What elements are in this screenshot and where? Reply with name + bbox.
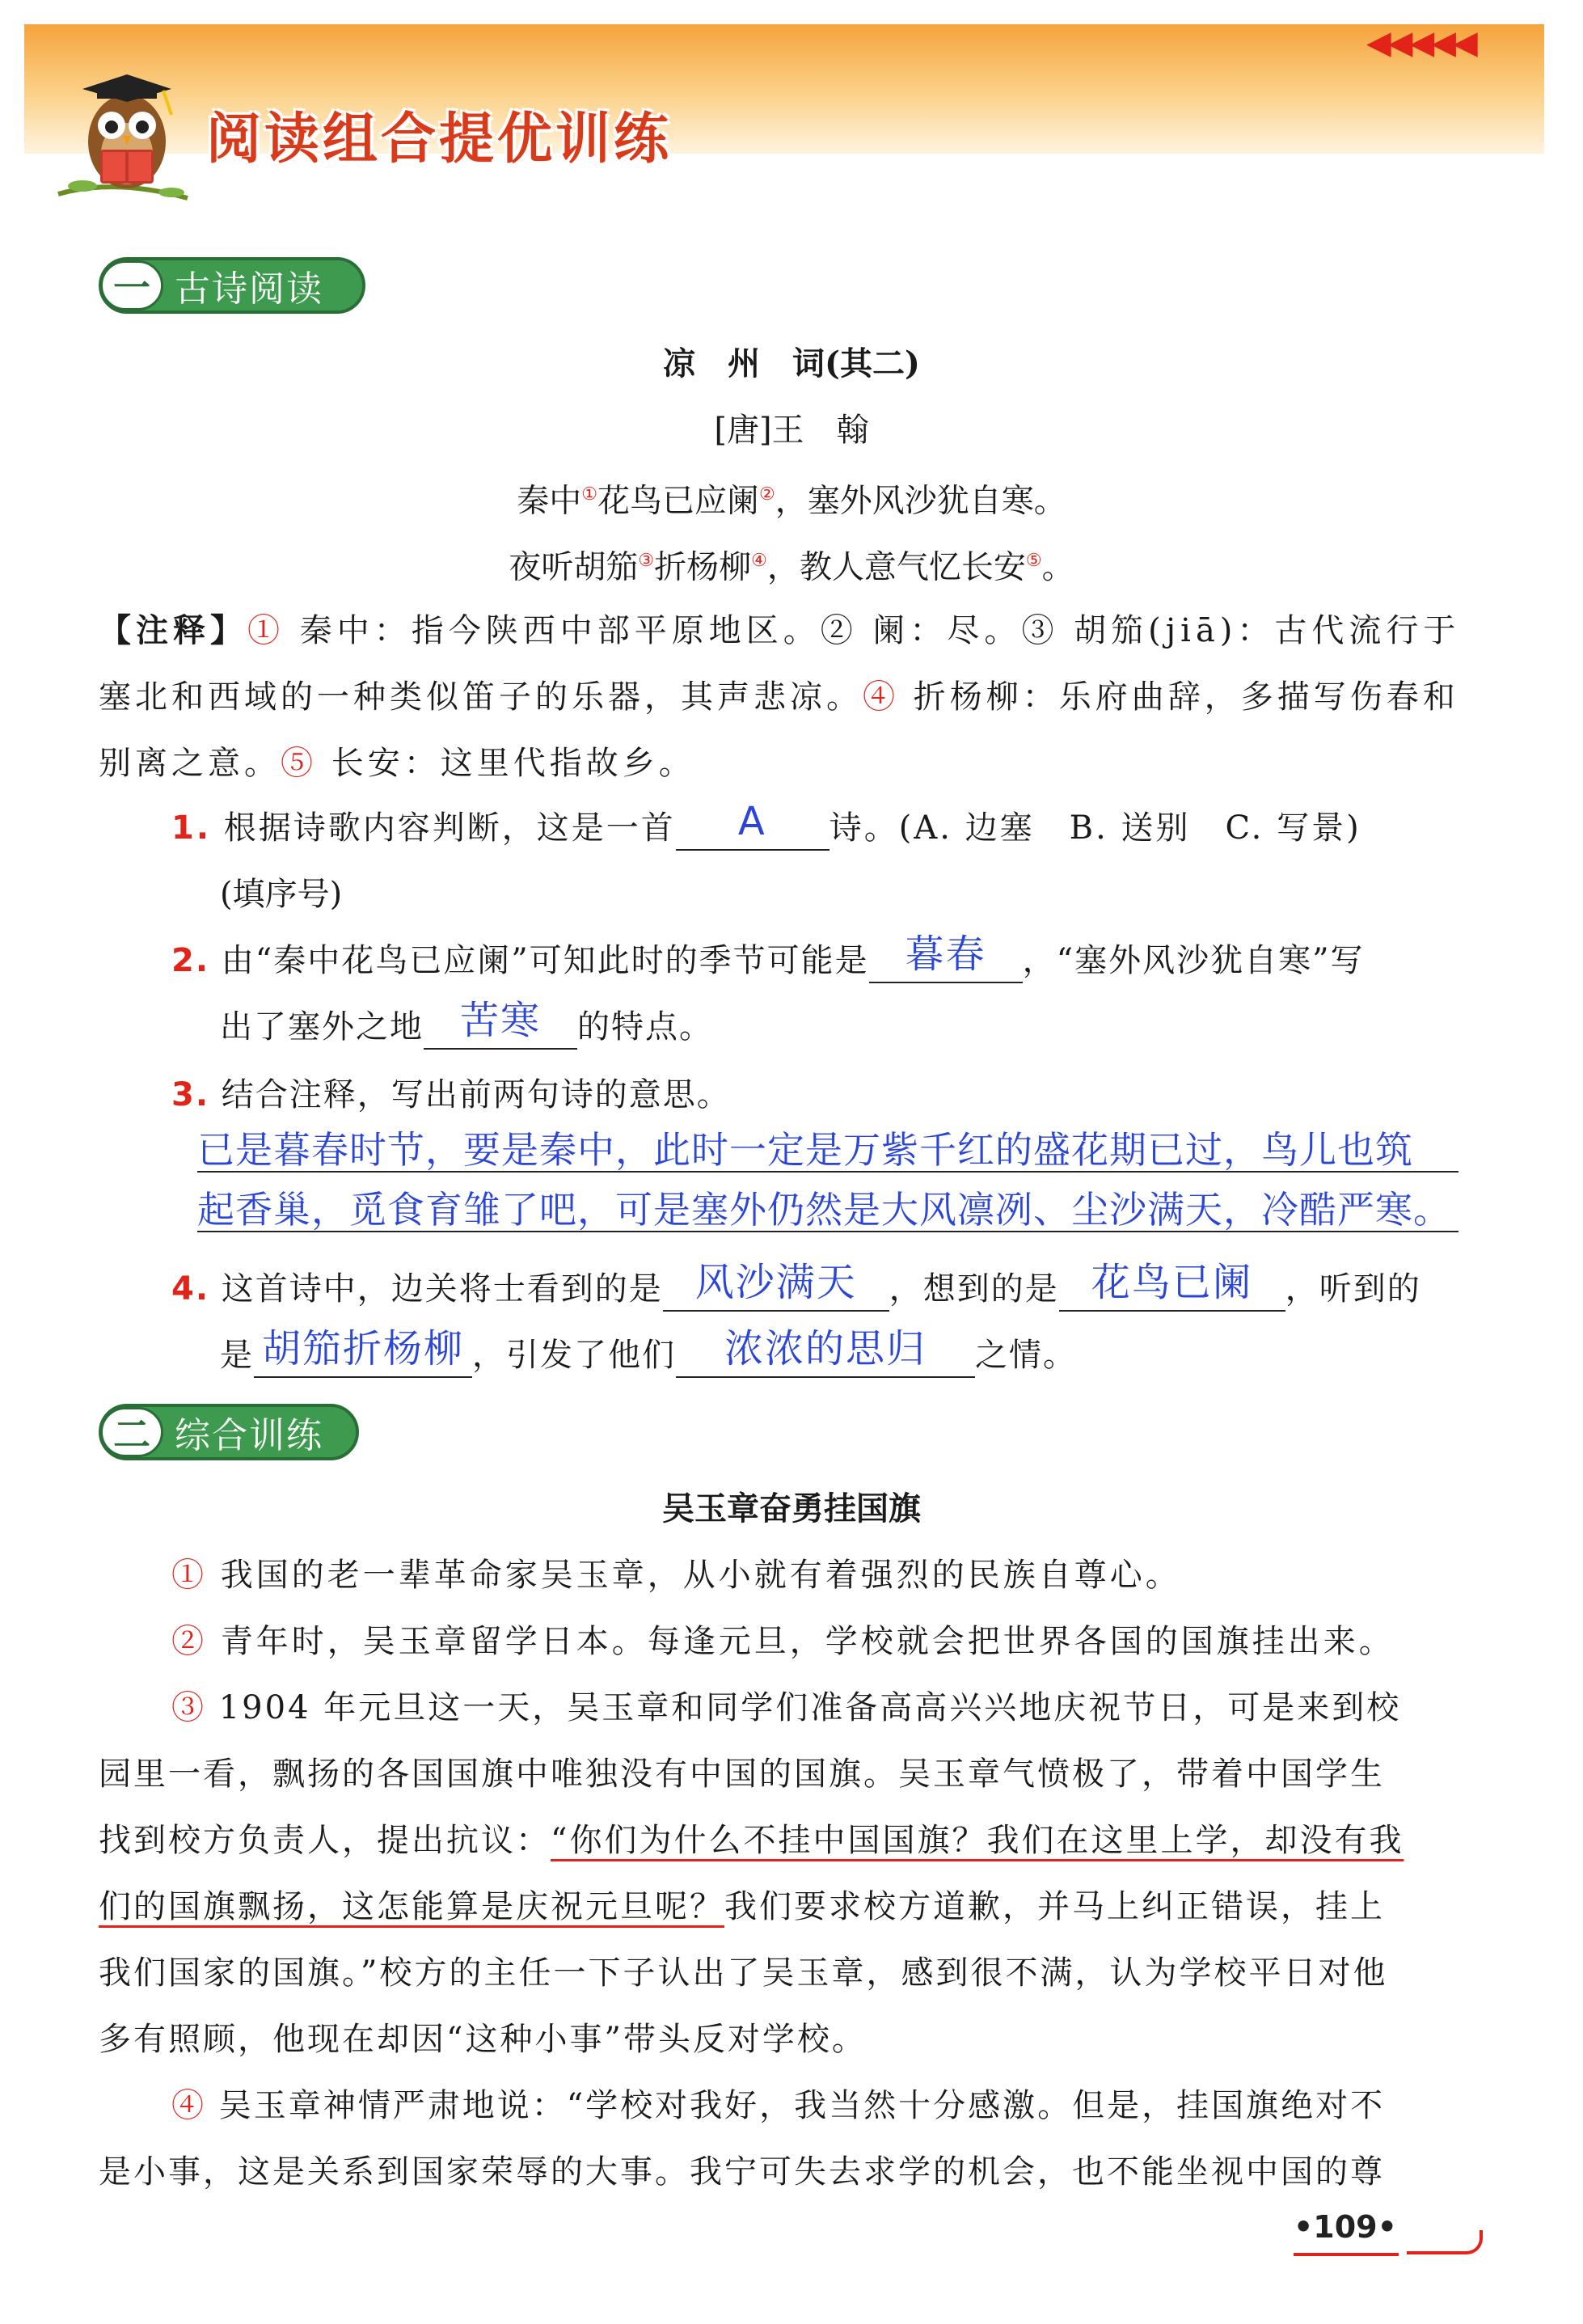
paragraph-3-line-1: ③ 1904 年元旦这一天，吴玉章和同学们准备高高兴兴地庆祝节日，可是来到校 (171, 1689, 1402, 1726)
poem-author: [唐]王 翰 (714, 412, 869, 449)
question-2-cont: 出了塞外之地 苦寒 的特点。 (220, 1004, 713, 1050)
underlined-quote-part-1: “你们为什么不挂中国国旗？我们在这里上学，却没有我 (551, 1822, 1404, 1859)
header-title: 阅读组合提优训练 (206, 108, 673, 171)
q4-answer-blank-3[interactable]: 胡笳折杨柳 (254, 1336, 472, 1378)
poem-title: 凉 州 词(其二) (663, 344, 920, 382)
section-number: 一 (100, 260, 163, 311)
paragraph-3-line-6: 多有照顾，他现在却因“这种小事”带头反对学校。 (99, 2021, 867, 2058)
q4-answer-blank-1[interactable]: 风沙满天 (663, 1270, 889, 1312)
q3-answer-line-1[interactable]: 已是暮春时节，要是秦中，此时一定是万紫千红的盛花期已过，鸟儿也筑 (197, 1121, 1458, 1173)
q1-answer-blank[interactable]: A (676, 809, 829, 851)
notes-line-3: 别离之意。⑤ 长安：这里代指故乡。 (99, 745, 695, 782)
header-arrows-icon: ◀◀◀◀◀ (1366, 24, 1475, 61)
question-3: 3. 结合注释，写出前两句诗的意思。 (171, 1076, 731, 1113)
notes-line-1: 【注释】① 秦中：指今陕西中部平原地区。② 阑：尽。③ 胡笳(jiā)：古代流行于 (99, 611, 1461, 649)
q2-answer-blank-1[interactable]: 暮春 (869, 941, 1023, 983)
q2-answer-blank-2[interactable]: 苦寒 (424, 1008, 577, 1050)
page-number: •109• (1294, 2209, 1397, 2245)
question-4-cont: 是 胡笳折杨柳 ，引发了他们 浓浓的思归 之情。 (220, 1333, 1077, 1378)
section-label: 综合训练 (175, 1415, 323, 1456)
question-2: 2. 由“秦中花鸟已应阑”可知此时的季节可能是 暮春 ，“塞外风沙犹自寒”写 (171, 938, 1365, 983)
paragraph-2: ② 青年时，吴玉章留学日本。每逢元旦，学校就会把世界各国的国旗挂出来。 (171, 1623, 1395, 1660)
question-1: 1. 根据诗歌内容判断，这是一首 A 诗。(A. 边塞 B. 送别 C. 写景) (171, 805, 1361, 851)
page-number-decoration (1407, 2230, 1483, 2254)
question-4: 4. 这首诗中，边关将士看到的是 风沙满天 ，想到的是 花鸟已阑 ，听到的 (171, 1266, 1421, 1312)
underlined-quote-part-2: 们的国旗飘扬，这怎能算是庆祝元旦呢？ (99, 1888, 724, 1925)
q3-answer-line-2[interactable]: 起香巢，觅食育雏了吧，可是塞外仍然是大风凛冽、尘沙满天，冷酷严寒。 (197, 1181, 1458, 1232)
owl-mascot-icon (50, 57, 204, 210)
question-1-hint: (填序号) (220, 876, 343, 913)
paragraph-4-line-1: ④ 吴玉章神情严肃地说：“学校对我好，我当然十分感激。但是，挂国旗绝对不 (171, 2087, 1386, 2124)
article-title: 吴玉章奋勇挂国旗 (662, 1490, 921, 1528)
poem-line-1: 秦中①花鸟已应阑②，塞外风沙犹自寒。 (517, 482, 1066, 520)
q4-answer-blank-4[interactable]: 浓浓的思归 (676, 1336, 975, 1378)
paragraph-3-line-4: 们的国旗飘扬，这怎能算是庆祝元旦呢？我们要求校方道歉，并马上纠正错误，挂上 (99, 1888, 1385, 1925)
section-comprehensive-heading (99, 1404, 359, 1460)
section-ancient-poem-heading (99, 257, 365, 314)
paragraph-4-line-2: 是小事，这是关系到国家荣辱的大事。我宁可失去求学的机会，也不能坐视中国的尊 (99, 2153, 1385, 2191)
section-label: 古诗阅读 (175, 268, 323, 310)
paragraph-3-line-2: 园里一看，飘扬的各国国旗中唯独没有中国的国旗。吴玉章气愤极了，带着中国学生 (99, 1756, 1385, 1793)
paragraph-1: ① 我国的老一辈革命家吴玉章，从小就有着强烈的民族自尊心。 (171, 1557, 1181, 1594)
section-number: 二 (100, 1407, 163, 1457)
paragraph-3-line-3: 找到校方负责人，提出抗议：“你们为什么不挂中国国旗？我们在这里上学，却没有我 (99, 1822, 1404, 1859)
paragraph-3-line-5: 我们国家的国旗。”校方的主任一下子认出了吴玉章，感到很不满，认为学校平日对他 (99, 1954, 1388, 1992)
notes-line-2: 塞北和西域的一种类似笛子的乐器，其声悲凉。④ 折杨柳：乐府曲辞，多描写伤春和 (99, 678, 1459, 716)
q4-answer-blank-2[interactable]: 花鸟已阑 (1059, 1270, 1285, 1312)
page-number-underline (1294, 2253, 1399, 2256)
poem-line-2: 夜听胡笳③折杨柳④，教人意气忆长安⑤。 (509, 548, 1074, 586)
